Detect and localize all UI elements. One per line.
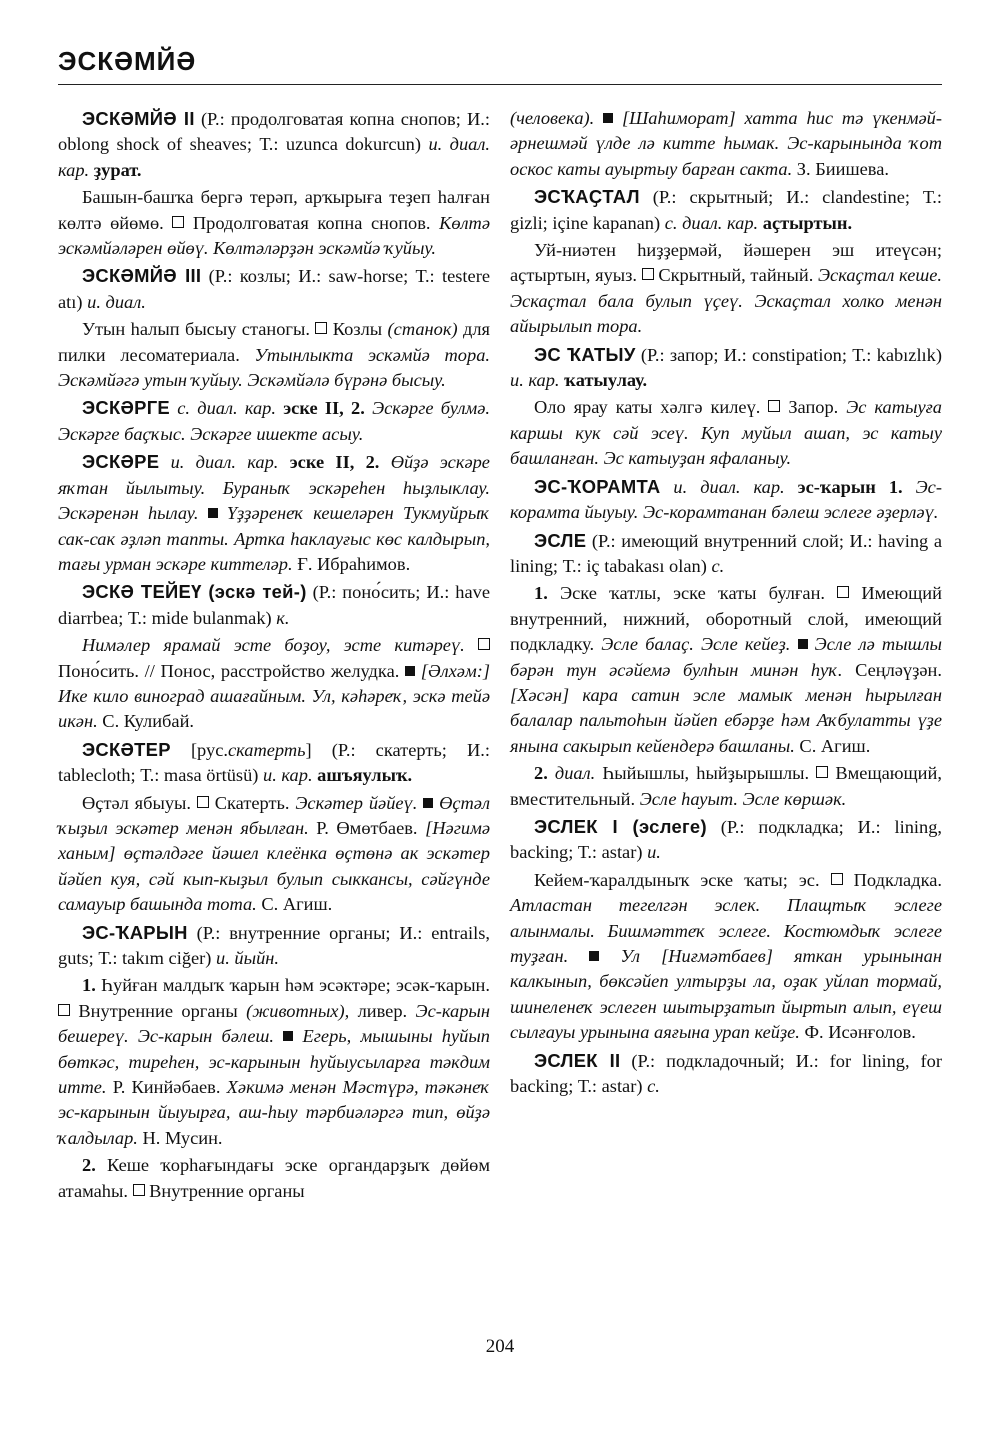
russian-gloss: ливер. bbox=[357, 1000, 408, 1021]
examples: Эс катыуға каршы кук сәй эсеү. Куп муйыл ашап, эс катыу башланған. Эс катыуҙан яфаланыу. bbox=[510, 397, 942, 469]
russian-gloss-note: (человека). bbox=[510, 108, 595, 128]
cross-reference: ашъяулыҡ. bbox=[317, 765, 413, 786]
headword: ЭСКӘМЙӘ III bbox=[82, 265, 202, 287]
grammar-label: и. кар. bbox=[263, 765, 313, 786]
translations: (Р.: внутренние органы; И.: entrails, guts; Т.: takım ciğer) bbox=[58, 922, 490, 968]
citation: Ул [Ниғмәтбаев] яткан урынынан калкынып, бөксәйеп ултырҙы ла, оҙак уйлап тормай, шинеленеҡ эслеген шытырҙатып йыртып алып, еүеш сылғауы урынына аяғына урап кейҙе. bbox=[510, 946, 942, 1043]
headword: ЭСЛЕК I (эслеге) bbox=[534, 815, 707, 837]
translation-marker-icon bbox=[133, 1184, 145, 1196]
headword: ЭСҠАҪТАЛ bbox=[534, 186, 640, 208]
citation-marker-icon bbox=[589, 951, 599, 961]
grammar-label: с. диал. кар. bbox=[177, 398, 276, 419]
translation-marker-icon bbox=[478, 638, 490, 650]
translations: (Р.: запор; И.: constipation; Т.: kabızlık) bbox=[640, 344, 942, 365]
citation: Егерь, мышыны һуйып бөткәс, тиреһен, эс-карынын һуйыусыларға тәкдим итте. bbox=[58, 1026, 490, 1098]
page-title: ЭСКӘМЙӘ bbox=[58, 46, 197, 76]
citation-marker-icon bbox=[603, 113, 613, 123]
examples: Эс-карын бешереү. Эс-карын бәлеш. bbox=[58, 1000, 490, 1047]
translations: (Р.: поно́сить; И.: have diarrbea; Т.: mide bulanmak) bbox=[58, 582, 490, 628]
definition bbox=[510, 868, 942, 1046]
headword: ЭСКӘТЕР bbox=[82, 738, 171, 760]
citation: [Әлхәм:] Ике кило виноград ашағайным. Ул, кәһәреҡ, эскә тейә икән. bbox=[58, 660, 490, 732]
translations: (Р.: подкладка; И.: lining, backing; Т.: astar) bbox=[510, 816, 942, 863]
definition-continued bbox=[510, 106, 942, 182]
translations: (Р.: козлы; И.: saw-horse; Т.: testere atı) bbox=[58, 266, 490, 312]
left-column bbox=[58, 106, 490, 1206]
definition-text: Эске ҡатлы, эске ҡаты булған. bbox=[559, 583, 826, 604]
translations: ] (Р.: скатерть; И.: tablecloth; Т.: masa örtüsü) bbox=[58, 739, 490, 786]
translation-marker-icon bbox=[197, 796, 209, 808]
translation-marker-icon bbox=[816, 766, 828, 778]
definition-sense-1 bbox=[510, 581, 942, 759]
russian-gloss-note: (станок) bbox=[387, 319, 458, 340]
entry-eskastal bbox=[510, 184, 942, 236]
grammar-label: и. диал. кар. bbox=[673, 476, 785, 497]
translation-marker-icon bbox=[315, 322, 327, 334]
definition-text: Оло ярау каты хәлгә килеү. bbox=[534, 397, 761, 418]
russian-gloss: Запор. bbox=[788, 397, 839, 418]
definition-text: Утын һалып бысыу станогы. bbox=[82, 319, 310, 340]
examples: Эс-корамта йыуыу. Эс-корамтанан бәлеш эслеге әҙерләү. bbox=[510, 476, 942, 523]
definition-text: Башын-башҡа бергә терәп, арҡырығa теҙеп һалған көлтә өйөмө. bbox=[58, 187, 490, 233]
citation: Хәкимә менән Мәстүрә, тәкәнеҡ эс-карынын йыуырға, аш-һыу тәрбиәләргә тип, өйҙә ҡалдылар. bbox=[58, 1077, 491, 1148]
headword: ЭСКӘРЕ bbox=[82, 451, 160, 473]
definition-text: Һыйышлы, һыйҙырышлы. bbox=[602, 763, 810, 784]
grammar-label: и. кар. bbox=[510, 370, 560, 391]
citation-author: Сеңләүҙән. bbox=[855, 659, 942, 680]
sense-number: 1. bbox=[82, 975, 96, 996]
citation-author: С. Агиш. bbox=[799, 735, 871, 756]
citation-author: Р. Өмөтбаев. bbox=[316, 817, 418, 838]
cross-reference: эске II, 2. bbox=[289, 452, 380, 473]
entry-esle bbox=[510, 528, 942, 580]
examples: Эскаҫтал кеше. Эскаҫтал бала булып үҫеү. Эскаҫтал холко менән айырылып тора. bbox=[510, 265, 943, 337]
translations: (Р.: скрытный; И.: clandestine; Т.: gizli; içine kapanan) bbox=[510, 187, 942, 233]
definition-text: Нимәлер ярамай эсте боҙоу, эсте китәреү. bbox=[82, 635, 465, 656]
citation-marker-icon bbox=[405, 666, 415, 676]
definition-sense-2 bbox=[58, 1153, 490, 1204]
definition bbox=[58, 791, 490, 918]
citation-marker-icon bbox=[208, 508, 218, 518]
citation: [Нәгимә ханым] өҫтәлдәге йәшел клеёнка өҫтөнә ак эскәтер йәйеп куя, сәй кып-кыҙыл булып сыкканcы, сәйгүнде самауыр башында тота. bbox=[58, 817, 490, 915]
entry-eskamya-3 bbox=[58, 263, 490, 315]
grammar-label: с. bbox=[647, 1076, 660, 1097]
cross-reference: эс-ҡарын 1. bbox=[797, 476, 903, 497]
examples: Өйҙә эскәре яҡтан йылытыу. Бураныҡ эскәреһен һыҙлыклау. Эскәренән һылау. bbox=[58, 452, 490, 524]
entry-es-katyu bbox=[510, 342, 942, 394]
definition bbox=[58, 317, 490, 393]
headword: ЭСКӘМЙӘ II bbox=[82, 108, 195, 129]
headword: ЭСКӘ ТЕЙЕҮ (эскә тей-) bbox=[82, 581, 307, 603]
translations: (Р.: подкладочный; И.: for lining, for backing; Т.: astar) bbox=[510, 1050, 943, 1097]
grammar-label: к. bbox=[276, 607, 290, 628]
russian-gloss: Продолговатая копна снопов. bbox=[192, 212, 431, 233]
citation-author: Р. Кинйәбаев. bbox=[112, 1077, 221, 1098]
entry-eskarge bbox=[58, 395, 490, 447]
headword: ЭСКӘРГЕ bbox=[82, 397, 171, 419]
examples: Көлтә эскәмйәләрен өйөү. Көлтәләрҙән эскәмйә ҡуйыу. bbox=[58, 212, 490, 259]
grammar-label: с. bbox=[711, 555, 725, 576]
definition bbox=[58, 185, 490, 261]
citation-author: Ғ. Ибраһимов. bbox=[297, 553, 411, 574]
citation-marker-icon bbox=[798, 639, 808, 649]
translations: (Р.: имеющий внутренний слой; И.: having a lining; Т.: iç tabakası olan) bbox=[510, 530, 942, 576]
definition bbox=[510, 395, 942, 471]
definition-text: Өҫтәл ябыуы. bbox=[82, 792, 191, 813]
definition-sense-2 bbox=[510, 761, 942, 812]
definition-text: Кейем-ҡаралдыныҡ эске ҡаты; эс. bbox=[534, 869, 820, 890]
etymology: [рус. bbox=[190, 739, 228, 760]
definition bbox=[510, 238, 942, 340]
russian-gloss: Внутренние органы bbox=[149, 1180, 305, 1201]
russian-gloss: Вмещающий, вместительный. bbox=[510, 763, 942, 809]
entry-es-koramta bbox=[510, 474, 942, 526]
grammar-label: и. bbox=[647, 842, 661, 863]
grammar-label: и. диал. кар. bbox=[170, 452, 279, 473]
cross-reference: ҡатыулау. bbox=[564, 370, 648, 391]
grammar-label: диал. bbox=[554, 763, 596, 784]
page-number: 204 bbox=[485, 1336, 515, 1357]
examples: Эскәтер йәйеү. bbox=[295, 792, 418, 813]
russian-gloss: Подкладка. bbox=[853, 869, 942, 890]
sense-number: 2. bbox=[534, 763, 548, 784]
etymology-word: скатерть bbox=[227, 739, 306, 760]
russian-gloss: Козлы bbox=[332, 319, 383, 340]
examples: Утынлыкта эскәмйә тора. Эскәмйәгә утын ҡуйыу. Эскәмйәлә бүрәнә бысыу. bbox=[58, 344, 490, 391]
citation-marker-icon bbox=[423, 798, 433, 808]
citation-author: С. Агиш. bbox=[261, 894, 333, 915]
entry-eskamya-2 bbox=[58, 106, 490, 183]
russian-gloss: для пилки лесоматериала. bbox=[58, 319, 491, 365]
headword: ЭСЛЕ bbox=[534, 529, 587, 551]
examples: Эскәрге булмә. Эскәрге баҫҡыс. Эскәрге ишекте асыу. bbox=[58, 398, 490, 444]
definition-sense-1 bbox=[58, 973, 490, 1151]
cross-reference: ҙурат. bbox=[93, 159, 142, 180]
entry-eska-teyeu bbox=[58, 579, 490, 631]
examples: Эсле балаҫ. Эсле кейеҙ. bbox=[601, 634, 791, 655]
examples: Атластан тегелгән эслек. Плащтыҡ эслеге алынмалы. Бишмәттеҡ эслеге. Костюмдыҡ эслеге туҙған. bbox=[510, 895, 942, 966]
citation: Эсле лә тышлы бәрән тун әсәйемә булһын минән һуҡ. bbox=[510, 634, 942, 680]
cross-reference: аҫтыртын. bbox=[762, 212, 853, 233]
translations: (Р.: продолговатая копна снопов; И.: oblong shock of sheaves; Т.: uzunca dokurcun) bbox=[58, 109, 490, 155]
citation-author: С. Кулибай. bbox=[102, 711, 195, 732]
examples: Эсле һауыт. Эсле көршәк. bbox=[639, 788, 847, 809]
citation: [Хәсән] кара сатин эсле мамык менән һырылған балалар пальтоһын йәйеп ебәрҙе һәм Аҡбулатты үҙе янына сакырып кейендерә башланы. bbox=[510, 684, 942, 756]
definition-text: Уй-ниәтен һиҙҙермәй, йәшерен эш итеүсән; аҫтыртын, яуыз. bbox=[510, 240, 942, 286]
russian-gloss: Поно́сить. // Понос, расстройство желудка. bbox=[58, 660, 400, 681]
header-divider bbox=[58, 84, 942, 85]
entry-eskater bbox=[58, 737, 490, 789]
grammar-label: и. йыйн. bbox=[216, 948, 279, 968]
russian-gloss-note: (животных), bbox=[246, 1000, 350, 1021]
russian-gloss: Внутренние органы bbox=[78, 1000, 238, 1021]
grammar-label: и. диал. кар. bbox=[58, 134, 490, 180]
cross-reference: эске II, 2. bbox=[283, 398, 365, 419]
running-header bbox=[58, 46, 942, 76]
headword: ЭСЛЕК II bbox=[534, 1049, 621, 1071]
definition-text: Һуйған малдыҡ ҡарын һәм эсәктәре; эсәк-ҡарын. bbox=[101, 975, 490, 996]
translation-marker-icon bbox=[172, 216, 184, 228]
russian-gloss: Скатерть. bbox=[214, 792, 290, 813]
entry-eslek-1 bbox=[510, 814, 942, 866]
citation: [Шаһиморат] хатта һис тә үкенмәй-әрнешмәй үлде лә китте һымак. Эс-карынында ҡот оскос каты ауыртыу барған сакта. bbox=[510, 108, 942, 179]
citation-author: Н. Мусин. bbox=[142, 1127, 223, 1148]
translation-marker-icon bbox=[837, 586, 849, 598]
entry-es-karyn bbox=[58, 920, 490, 972]
citation: Өҫтәл ҡыҙыл эскәтер менән ябылған. bbox=[58, 792, 490, 838]
russian-gloss: Скрытный, тайный. bbox=[658, 265, 814, 286]
russian-gloss: Имеющий внутренний, нижний, оборотный слой, имеющий подкладку. bbox=[510, 583, 942, 655]
translation-marker-icon bbox=[768, 400, 780, 412]
grammar-label: с. диал. кар. bbox=[664, 212, 759, 233]
citation-author: Ф. Исәнғолов. bbox=[804, 1022, 916, 1043]
sense-number: 2. bbox=[82, 1155, 96, 1176]
citation-marker-icon bbox=[283, 1031, 293, 1041]
definition bbox=[58, 633, 490, 735]
citation: Үҙҙәренеҡ кешеләрен Тукмуйрыҡ сак-сак әҙләп тапты. Артка һаклауғыс көс калдырып, тағы урман эскәре киттеләр. bbox=[58, 503, 490, 574]
entry-eskare bbox=[58, 449, 490, 577]
grammar-label: и. диал. bbox=[87, 291, 146, 312]
definition-text: Кеше ҡорһағындағы эске органдарҙыҡ дөйөм атамаһы. bbox=[58, 1155, 490, 1201]
headword: ЭС-ҠАРЫН bbox=[82, 921, 188, 943]
entry-eslek-2 bbox=[510, 1048, 942, 1100]
translation-marker-icon bbox=[831, 873, 843, 885]
right-column bbox=[510, 106, 942, 1101]
citation-author: З. Биишева. bbox=[796, 158, 889, 179]
headword: ЭС ҠАТЫУ bbox=[534, 343, 636, 365]
headword: ЭС-ҠОРАМТА bbox=[534, 475, 661, 497]
translation-marker-icon bbox=[58, 1004, 70, 1016]
translation-marker-icon bbox=[642, 268, 654, 280]
sense-number: 1. bbox=[534, 583, 548, 604]
